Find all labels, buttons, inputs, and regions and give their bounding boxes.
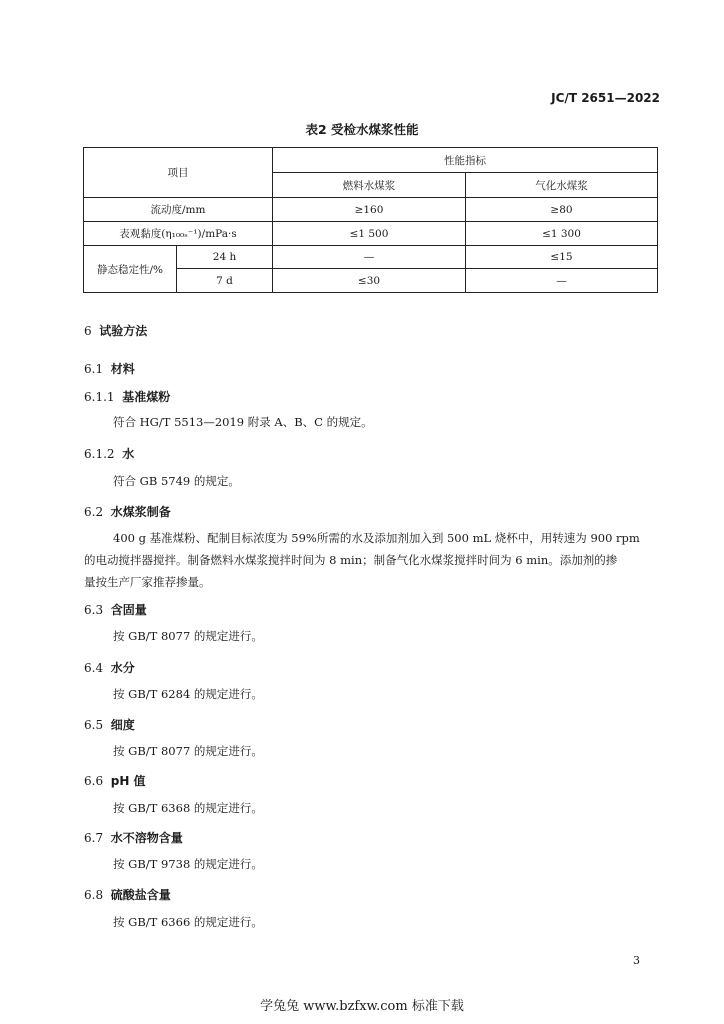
- section-6-1-2-heading: [84, 445, 134, 462]
- section-6-7-heading: [84, 829, 183, 846]
- footer-watermark: 学兔兔 www.bzfxw.com 标准下载: [260, 999, 464, 1014]
- section-title: 水煤浆制备: [110, 505, 171, 519]
- header-gas-slurry: 气化水煤浆: [466, 173, 658, 198]
- section-number: 6.6: [84, 774, 104, 788]
- section-6-2-line-2: 的电动搅拌器搅拌。制备燃料水煤浆搅拌时间为 8 min；制备气化水煤浆搅拌时间为 6 min。添加剂的掺: [84, 553, 618, 567]
- section-number: 6: [84, 324, 92, 338]
- section-6-5-heading: [84, 716, 135, 733]
- table-title: 表2 受检水煤浆性能: [305, 122, 419, 137]
- section-number: 6.7: [84, 831, 104, 845]
- section-6-8-heading: [84, 886, 171, 903]
- table-row: [84, 246, 658, 269]
- section-number: 6.2: [84, 505, 104, 519]
- section-number: 6.1.2: [84, 447, 115, 461]
- section-6-4-text: 按 GB/T 6284 的规定进行。: [113, 687, 263, 701]
- standard-code: JC/T 2651—2022: [551, 91, 660, 105]
- section-6-1-1-text: 符合 HG/T 5513—2019 附录 A、B、C 的规定。: [113, 415, 373, 429]
- section-number: 6.1.1: [84, 390, 115, 404]
- section-title: 水分: [110, 661, 135, 675]
- section-title: 材料: [110, 362, 135, 376]
- section-title: 细度: [110, 718, 135, 732]
- cell-gas: ≤1 300: [466, 222, 658, 246]
- section-title: pH 值: [110, 774, 146, 788]
- cell-fuel: ≥160: [273, 198, 466, 222]
- section-6-2-line-1: 400 g 基准煤粉、配制目标浓度为 59%所需的水及添加剂加入到 500 mL 烧杯中，用转速为 900 rpm: [113, 531, 640, 545]
- stability-label: 静态稳定性/%: [84, 246, 177, 293]
- section-number: 6.8: [84, 888, 104, 902]
- section-title: 基准煤粉: [122, 390, 171, 404]
- row-label: 流动度/mm: [84, 198, 273, 222]
- section-6-2-heading: [84, 503, 171, 520]
- cell-fuel: ≤30: [273, 269, 466, 293]
- section-number: 6.1: [84, 362, 104, 376]
- section-title: 水不溶物含量: [110, 831, 183, 845]
- section-6-4-heading: [84, 659, 135, 676]
- section-6-1-heading: [84, 360, 135, 377]
- section-6-1-2-text: 符合 GB 5749 的规定。: [113, 474, 240, 488]
- section-6-heading: [84, 322, 147, 339]
- cell-fuel: —: [273, 246, 466, 269]
- row-label: 表观黏度(η₁₀₀ₛ⁻¹)/mPa·s: [84, 222, 273, 246]
- header-fuel-slurry: 燃料水煤浆: [273, 173, 466, 198]
- section-6-5-text: 按 GB/T 8077 的规定进行。: [113, 744, 263, 758]
- period-label: 7 d: [177, 269, 273, 293]
- header-performance: 性能指标: [273, 148, 658, 173]
- performance-table: [83, 147, 658, 293]
- section-6-3-heading: [84, 601, 147, 618]
- section-6-8-text: 按 GB/T 6366 的规定进行。: [113, 915, 263, 929]
- section-number: 6.4: [84, 661, 104, 675]
- section-title: 水: [122, 447, 135, 461]
- section-title: 含固量: [110, 603, 147, 617]
- cell-gas: ≥80: [466, 198, 658, 222]
- cell-gas: —: [466, 269, 658, 293]
- section-number: 6.5: [84, 718, 104, 732]
- section-6-1-1-heading: [84, 388, 170, 405]
- cell-fuel: ≤1 500: [273, 222, 466, 246]
- table-row: [84, 222, 658, 246]
- section-number: 6.3: [84, 603, 104, 617]
- section-title: 试验方法: [99, 324, 148, 338]
- section-6-6-text: 按 GB/T 6368 的规定进行。: [113, 801, 263, 815]
- table-row: [84, 198, 658, 222]
- page-number: 3: [633, 954, 640, 967]
- section-6-2-line-3: 量按生产厂家推荐掺量。: [84, 575, 211, 589]
- period-label: 24 h: [177, 246, 273, 269]
- cell-gas: ≤15: [466, 246, 658, 269]
- header-item: 项目: [84, 148, 273, 198]
- section-6-6-heading: [84, 772, 146, 789]
- section-6-7-text: 按 GB/T 9738 的规定进行。: [113, 857, 263, 871]
- section-title: 硫酸盐含量: [110, 888, 171, 902]
- section-6-3-text: 按 GB/T 8077 的规定进行。: [113, 629, 263, 643]
